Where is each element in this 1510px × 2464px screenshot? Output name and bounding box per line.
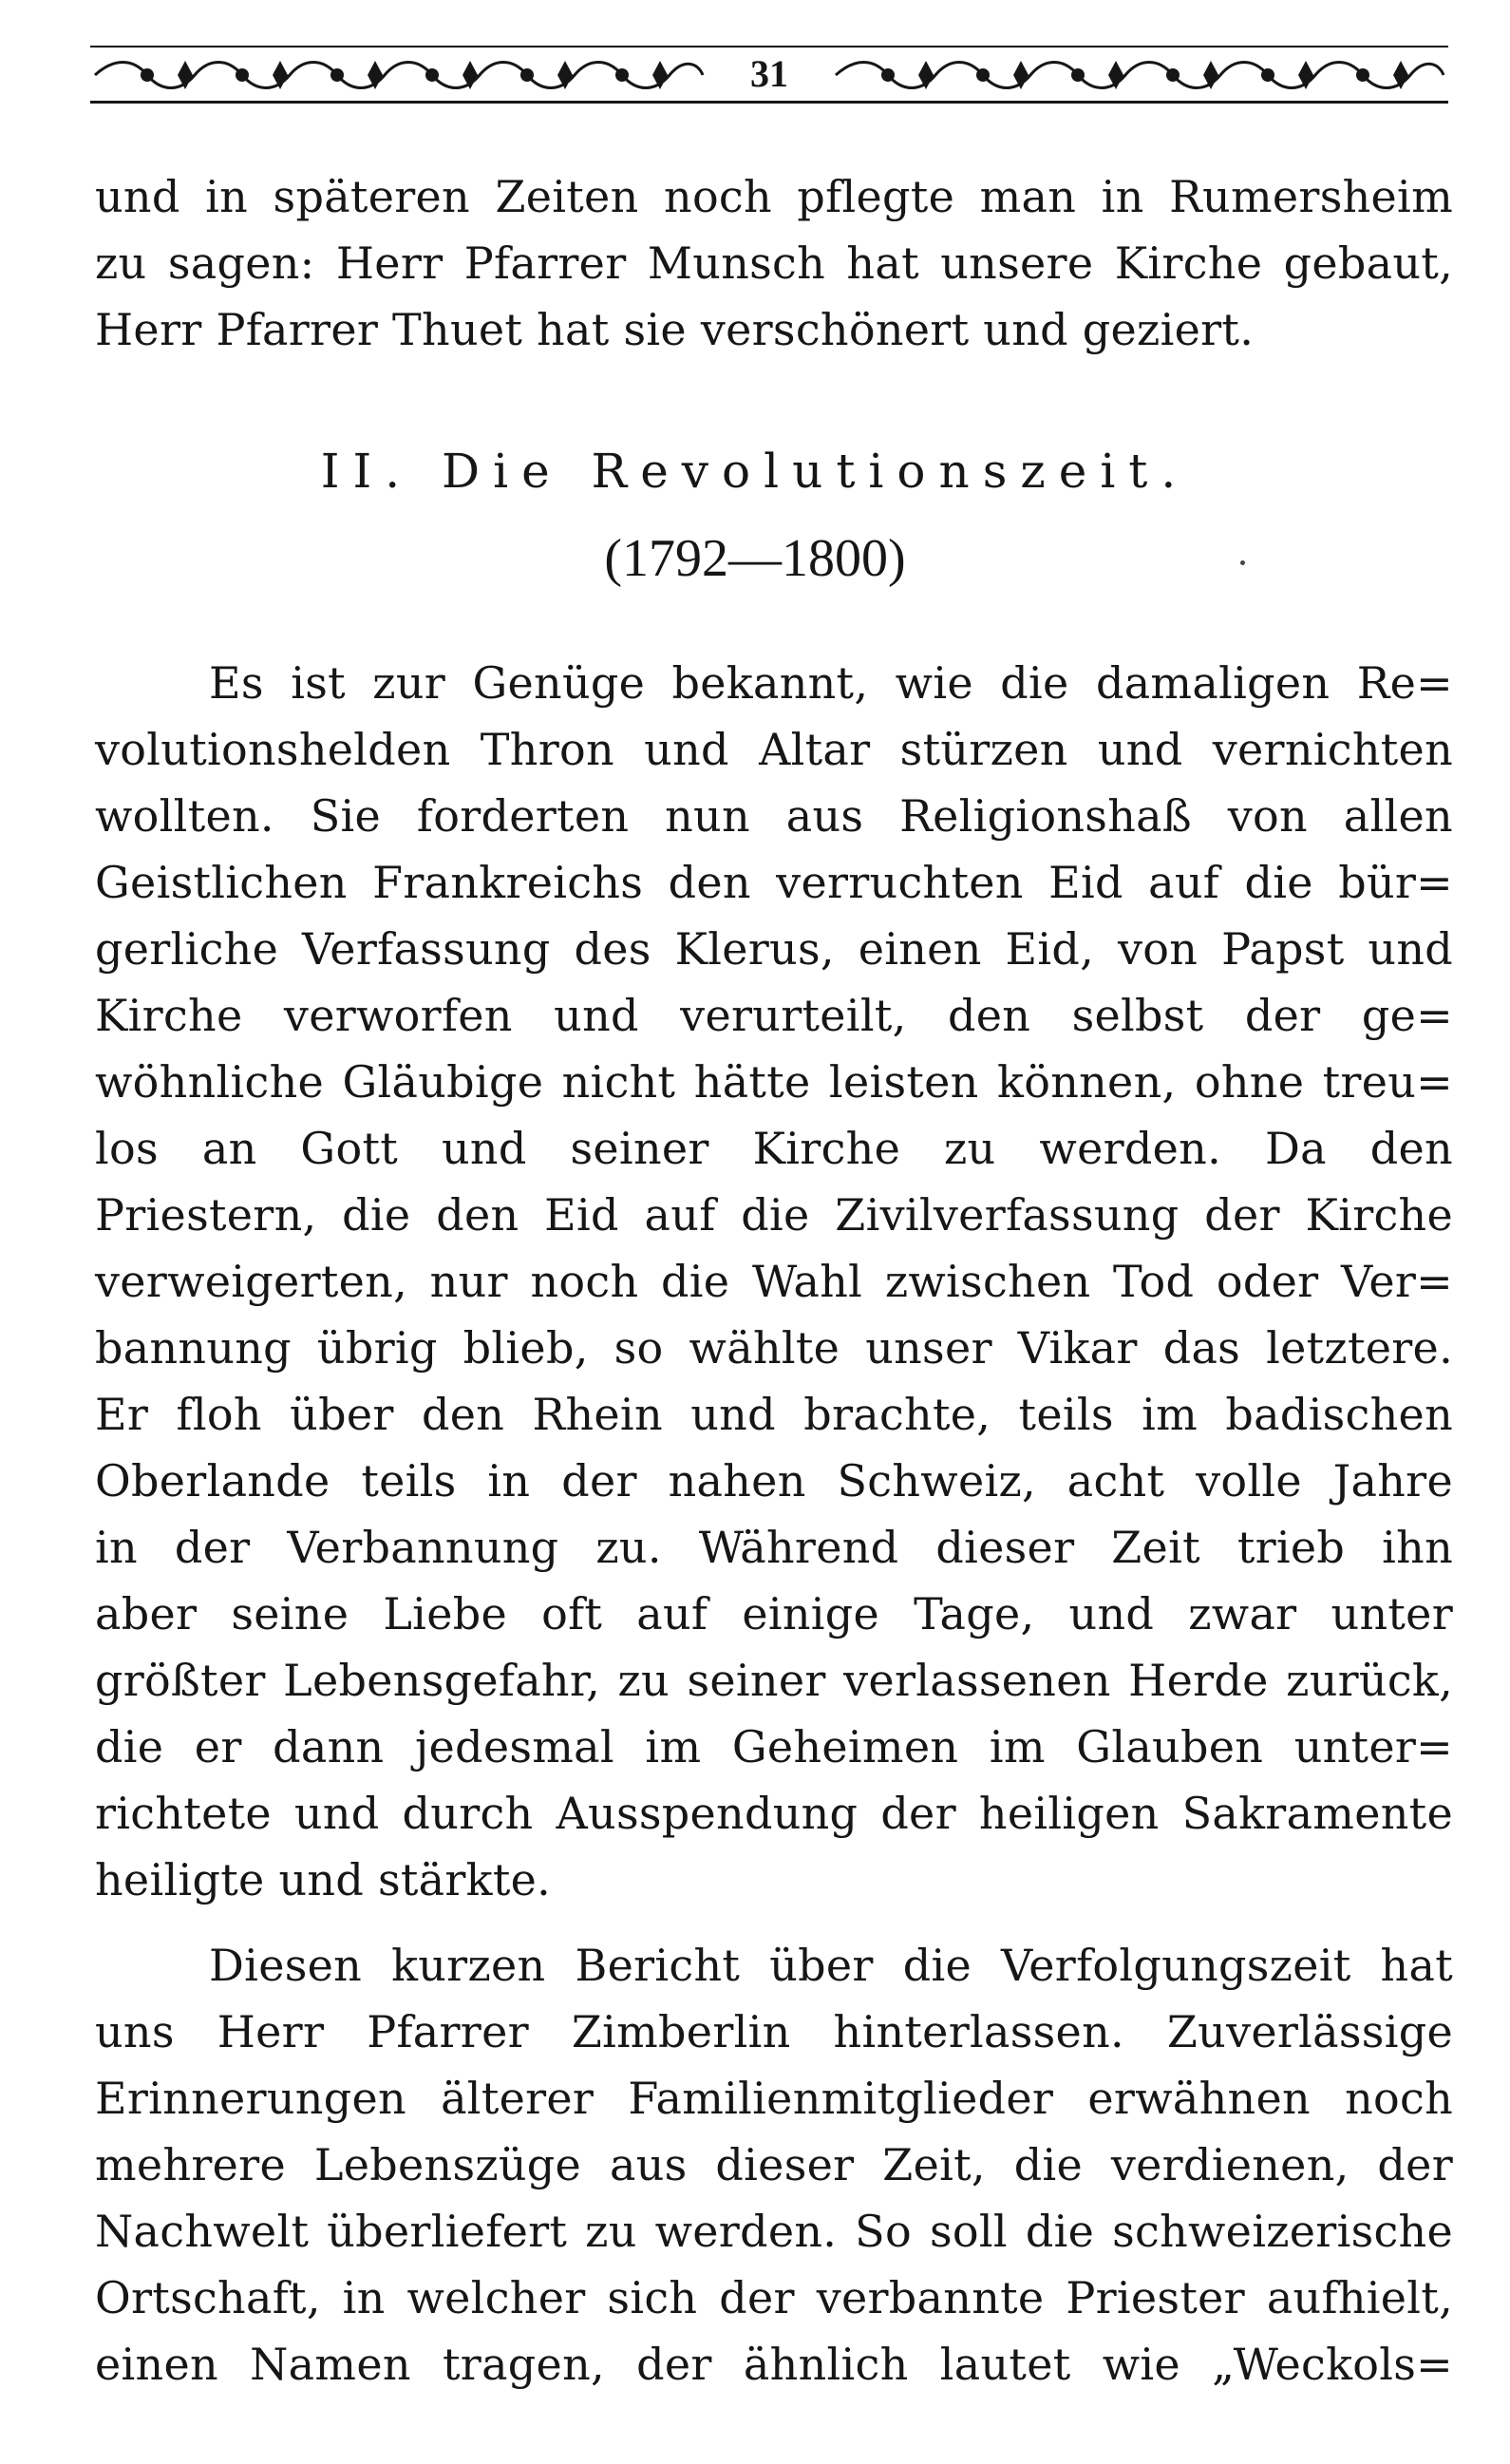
text-line: Diesen kurzen Bericht über die Verfolgungszeit hat: [209, 1940, 1453, 1991]
text-line: Es ist zur Genüge bekannt, wie die damaligen Re=: [209, 657, 1453, 709]
text-line: heiligte und stärkte.: [95, 1854, 552, 1905]
header-bottom-rule: [90, 101, 1448, 104]
text-line: einen Namen tragen, der ähnlich lautet wie „Weckols=: [95, 2339, 1453, 2390]
text-line: und in späteren Zeiten noch pflegte man in Rumersheim: [95, 171, 1453, 222]
text-line: zu sagen: Herr Pfarrer Munsch hat unsere Kirche gebaut,: [95, 237, 1453, 289]
text-line: uns Herr Pfarrer Zimberlin hinterlassen. Zuverlässige: [95, 2006, 1453, 2057]
section-heading: II. Die Revolutionszeit.: [320, 444, 1190, 499]
text-line: volutionshelden Thron und Altar stürzen und vernichten: [95, 724, 1453, 775]
text-line: wollten. Sie forderten nun aus Religionshaß von allen: [95, 790, 1453, 842]
page-header: [90, 40, 1448, 106]
print-speck: [1240, 560, 1245, 565]
text-line: die er dann jedesmal im Geheimen im Glauben unter=: [95, 1721, 1453, 1772]
text-line: Oberlande teils in der nahen Schweiz, acht volle Jahre: [95, 1455, 1453, 1507]
text-line: mehrere Lebenszüge aus dieser Zeit, die verdienen, der: [95, 2139, 1453, 2190]
text-line: Priestern, die den Eid auf die Zivilverfassung der Kirche: [95, 1189, 1453, 1241]
text-line: los an Gott und seiner Kirche zu werden. Da den: [95, 1123, 1453, 1174]
text-line: Er floh über den Rhein und brachte, teils im badischen: [95, 1389, 1453, 1440]
ornament-right-icon: [831, 53, 1448, 97]
text-line: in der Verbannung zu. Während dieser Zeit trieb ihn: [95, 1522, 1453, 1573]
text-line: Nachwelt überliefert zu werden. So soll die schweizerische: [95, 2206, 1453, 2257]
text-line: richtete und durch Ausspendung der heiligen Sakramente: [95, 1788, 1453, 1839]
text-line: Herr Pfarrer Thuet hat sie verschönert und geziert.: [95, 304, 1255, 355]
text-line: Ortschaft, in welcher sich der verbannte Priester aufhielt,: [95, 2272, 1453, 2323]
text-line: Erinnerungen älterer Familienmitglieder erwähnen noch: [95, 2073, 1453, 2124]
page-number: 31: [750, 52, 788, 95]
text-line: aber seine Liebe oft auf einige Tage, und zwar unter: [95, 1588, 1453, 1640]
text-line: Geistlichen Frankreichs den verruchten Eid auf die bür=: [95, 857, 1453, 908]
section-years: (1792—1800): [604, 529, 906, 588]
text-line: wöhnliche Gläubige nicht hätte leisten können, ohne treu=: [95, 1056, 1453, 1108]
text-line: Kirche verworfen und verurteilt, den selbst der ge=: [95, 990, 1453, 1041]
text-line: verweigerten, nur noch die Wahl zwischen Tod oder Ver=: [95, 1256, 1453, 1307]
text-line: bannung übrig blieb, so wählte unser Vikar das letztere.: [95, 1322, 1453, 1374]
ornament-left-icon: [90, 53, 708, 97]
text-line: gerliche Verfassung des Klerus, einen Eid, von Papst und: [95, 923, 1453, 975]
text-line: größter Lebensgefahr, zu seiner verlassenen Herde zurück,: [95, 1655, 1453, 1706]
